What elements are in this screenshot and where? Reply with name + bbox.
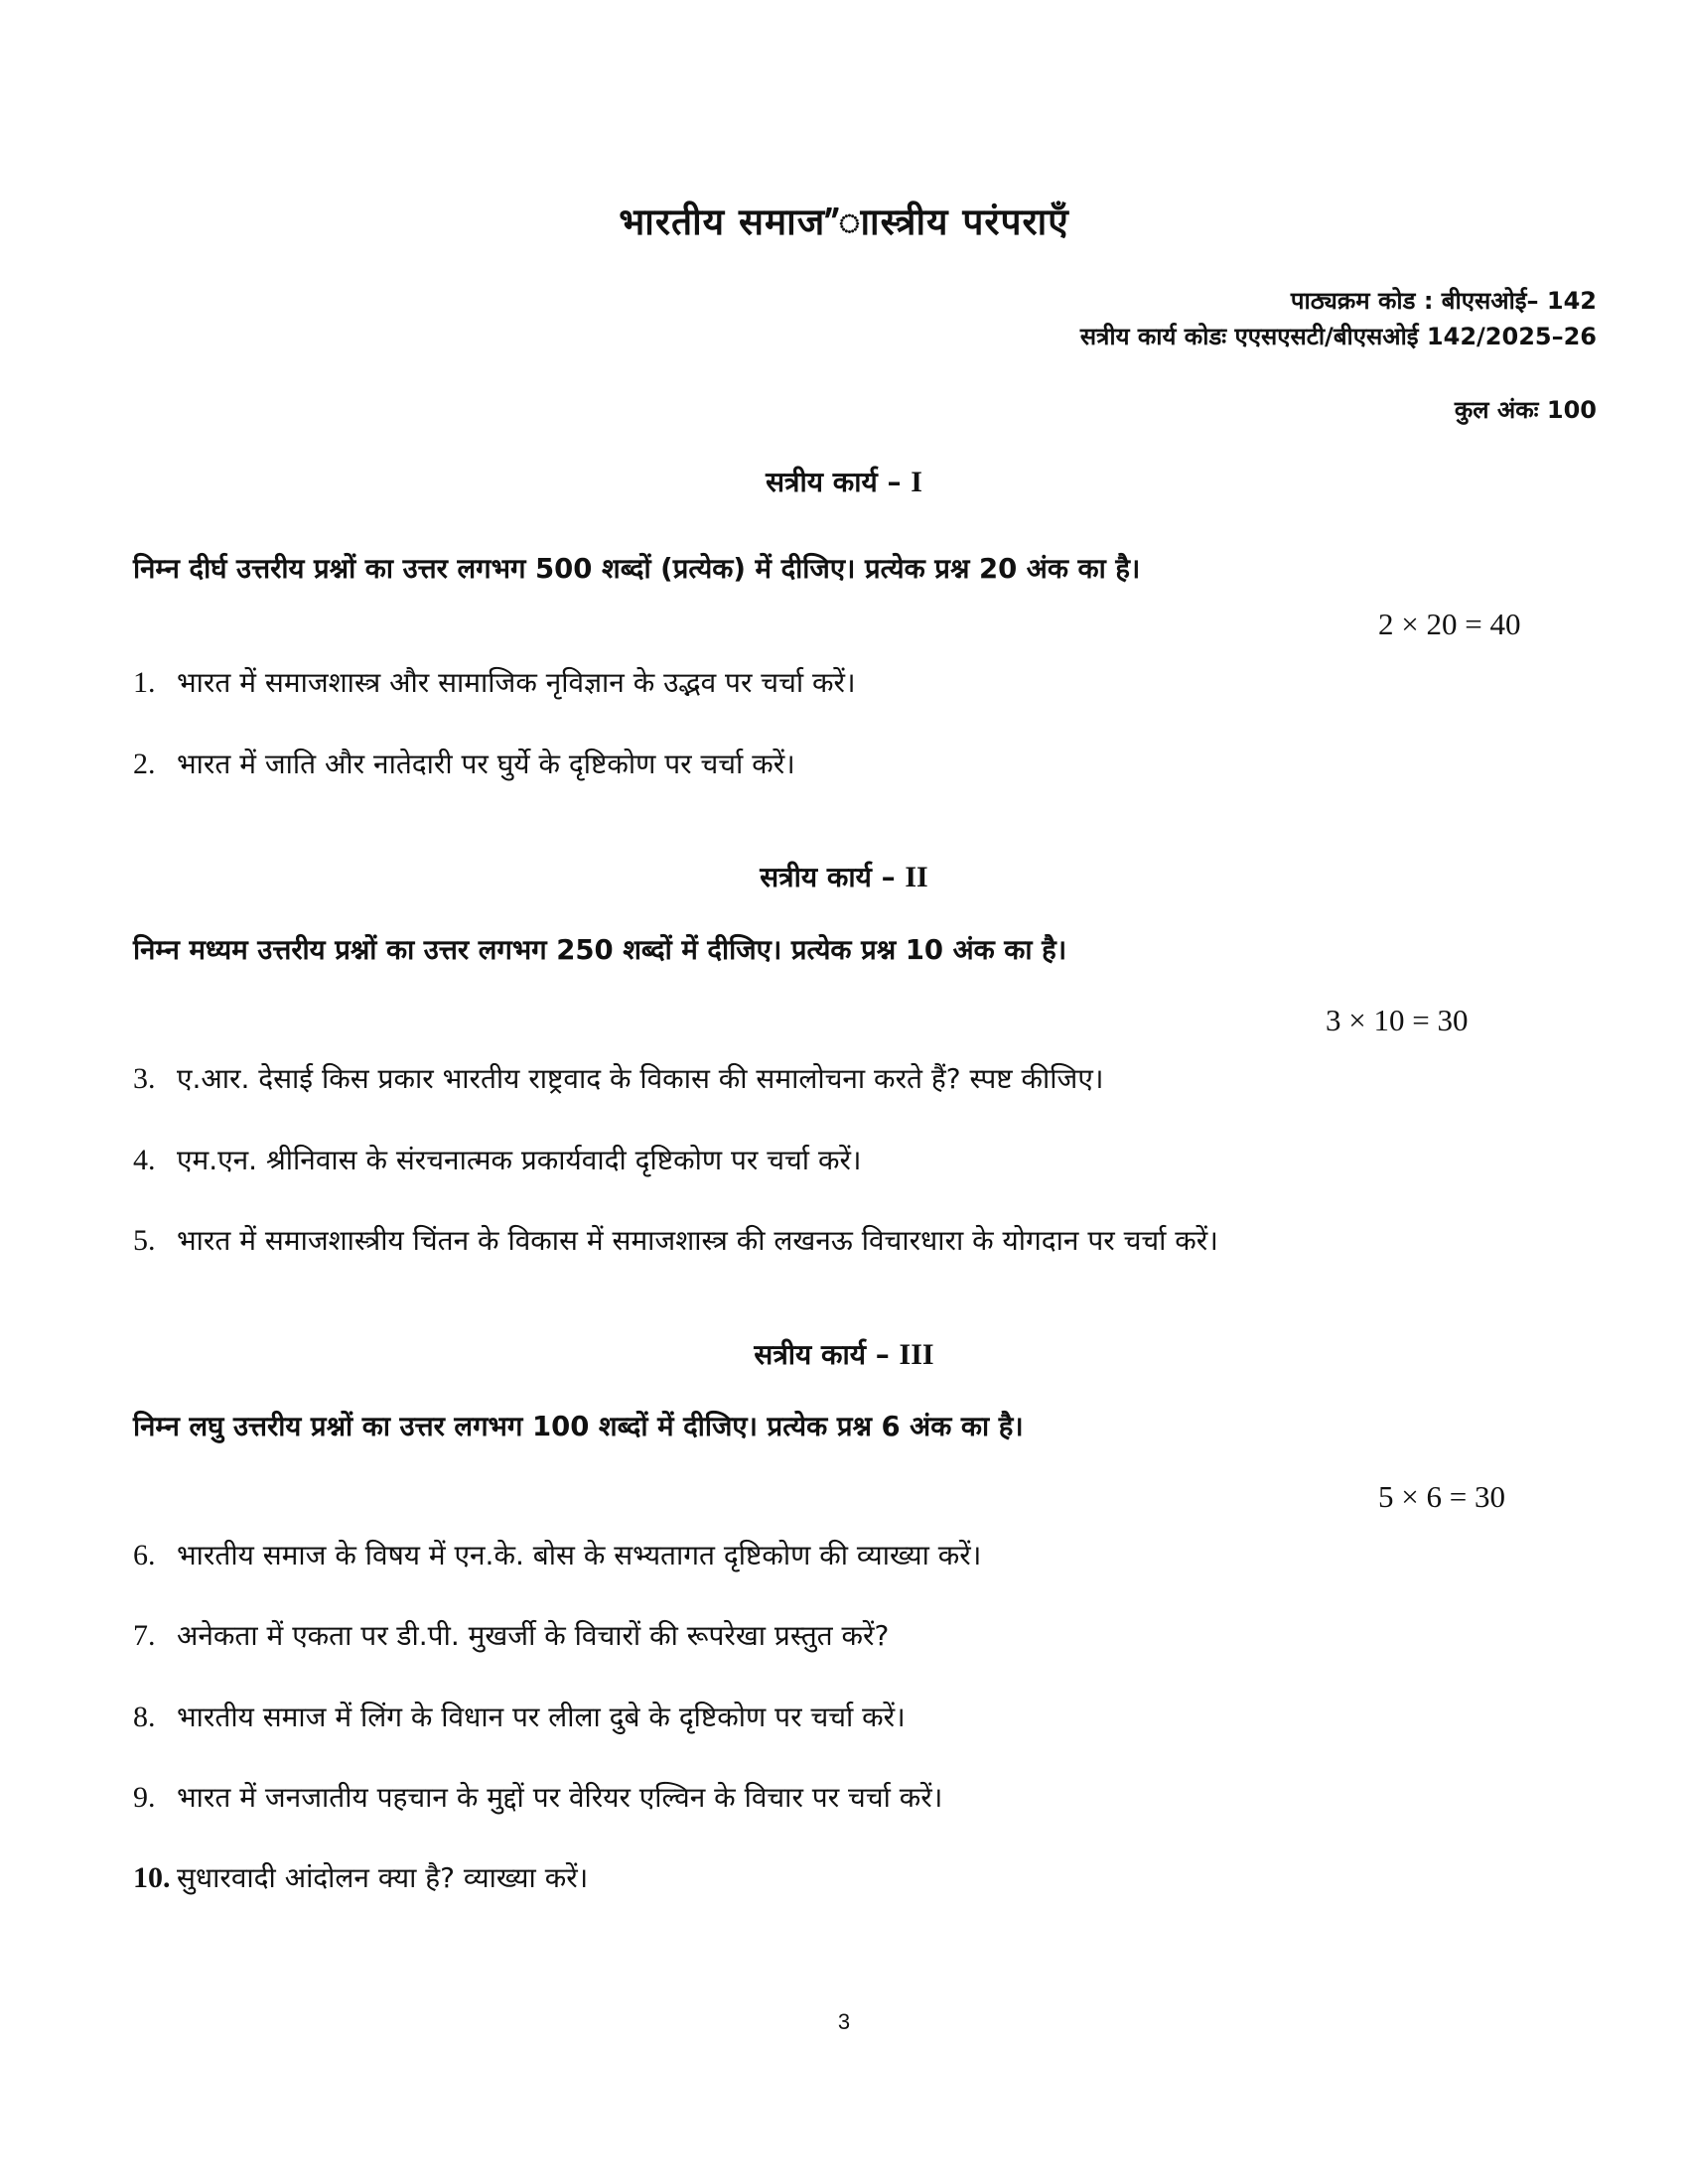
section-heading-label: सत्रीय कार्य – bbox=[760, 861, 896, 893]
question-text: एम.एन. श्रीनिवास के संरचनात्मक प्रकार्यवादी दृष्टिकोण पर चर्चा करें। bbox=[177, 1144, 862, 1176]
question-1 bbox=[133, 663, 1593, 701]
question-number: 1. bbox=[133, 666, 156, 699]
question-3 bbox=[133, 1059, 1593, 1097]
question-number: 7. bbox=[133, 1619, 156, 1652]
question-text: भारतीय समाज में लिंग के विधान पर लीला दुबे के दृष्टिकोण पर चर्चा करें। bbox=[177, 1701, 906, 1733]
question-text: अनेकता में एकता पर डी.पी. मुखर्जी के विचारों की रूपरेखा प्रस्तुत करें? bbox=[177, 1619, 890, 1652]
question-text: भारत में समाजशास्त्रीय चिंतन के विकास में समाजशास्त्र की लखनऊ विचारधारा के योगदान पर चर्चा करें। bbox=[177, 1224, 1218, 1257]
section-heading-roman: II bbox=[905, 861, 928, 893]
question-2 bbox=[133, 745, 1593, 782]
question-text: भारतीय समाज के विषय में एन.के. बोस के सभ्यतागत दृष्टिकोण की व्याख्या करें। bbox=[177, 1539, 982, 1571]
total-marks: कुल अंकः 100 bbox=[1454, 396, 1597, 424]
section-marks-3: 5 × 6 = 30 bbox=[1378, 1479, 1505, 1514]
question-number: 3. bbox=[133, 1062, 156, 1095]
section-heading-2 bbox=[0, 858, 1688, 895]
section-marks-1: 2 × 20 = 40 bbox=[1378, 607, 1521, 641]
question-text: सुधारवादी आंदोलन क्या है? व्याख्या करें। bbox=[177, 1861, 589, 1894]
question-number: 4. bbox=[133, 1144, 156, 1176]
course-code: पाठ्यक्रम कोड : बीएसओई– 142 bbox=[1290, 287, 1597, 315]
section-instruction-3: निम्न लघु उत्तरीय प्रश्नों का उत्तर लगभग 100 शब्दों में दीजिए। प्रत्येक प्रश्न 6 अंक का है। bbox=[133, 1411, 1024, 1442]
question-text: भारत में जाति और नातेदारी पर घुर्ये के दृष्टिकोण पर चर्चा करें। bbox=[177, 748, 795, 780]
question-text: ए.आर. देसाई किस प्रकार भारतीय राष्ट्रवाद के विकास की समालोचना करते हैं? स्पष्ट कीजिए। bbox=[177, 1062, 1104, 1095]
question-text: भारत में समाजशास्त्र और सामाजिक नृविज्ञान के उद्भव पर चर्चा करें। bbox=[177, 666, 856, 699]
section-heading-roman: III bbox=[899, 1338, 934, 1371]
section-marks-2: 3 × 10 = 30 bbox=[1326, 1003, 1469, 1037]
section-heading-3 bbox=[0, 1335, 1688, 1373]
question-5 bbox=[133, 1221, 1593, 1259]
question-number: 9. bbox=[133, 1781, 156, 1814]
section-instruction-1: निम्न दीर्घ उत्तरीय प्रश्नों का उत्तर लगभग 500 शब्दों (प्रत्येक) में दीजिए। प्रत्येक प्रश्न 20 अंक का है। bbox=[133, 553, 1141, 585]
section-heading-roman: I bbox=[911, 466, 922, 498]
page-number: 3 bbox=[837, 2009, 851, 2034]
question-6 bbox=[133, 1536, 1593, 1573]
question-8 bbox=[133, 1698, 1593, 1735]
document-title: भारतीय समाज”ाास्त्रीय परंपराएँ bbox=[619, 201, 1069, 243]
section-heading-1 bbox=[0, 463, 1688, 500]
question-number: 6. bbox=[133, 1539, 156, 1571]
question-9 bbox=[133, 1778, 1593, 1816]
section-instruction-2: निम्न मध्यम उत्तरीय प्रश्नों का उत्तर लगभग 250 शब्दों में दीजिए। प्रत्येक प्रश्न 10 अंक का है। bbox=[133, 934, 1067, 966]
question-number: 8. bbox=[133, 1701, 156, 1733]
section-heading-label: सत्रीय कार्य – bbox=[766, 466, 902, 498]
question-4 bbox=[133, 1141, 1593, 1178]
question-10 bbox=[133, 1858, 1593, 1896]
question-number: 10. bbox=[133, 1861, 171, 1894]
question-number: 5. bbox=[133, 1224, 156, 1257]
question-7 bbox=[133, 1616, 1593, 1654]
question-text: भारत में जनजातीय पहचान के मुद्दों पर वेरियर एल्विन के विचार पर चर्चा करें। bbox=[177, 1781, 943, 1814]
assignment-code: सत्रीय कार्य कोडः एएसएसटी/बीएसओई 142/2025–26 bbox=[1079, 323, 1597, 350]
question-number: 2. bbox=[133, 748, 156, 780]
section-heading-label: सत्रीय कार्य – bbox=[754, 1338, 890, 1371]
